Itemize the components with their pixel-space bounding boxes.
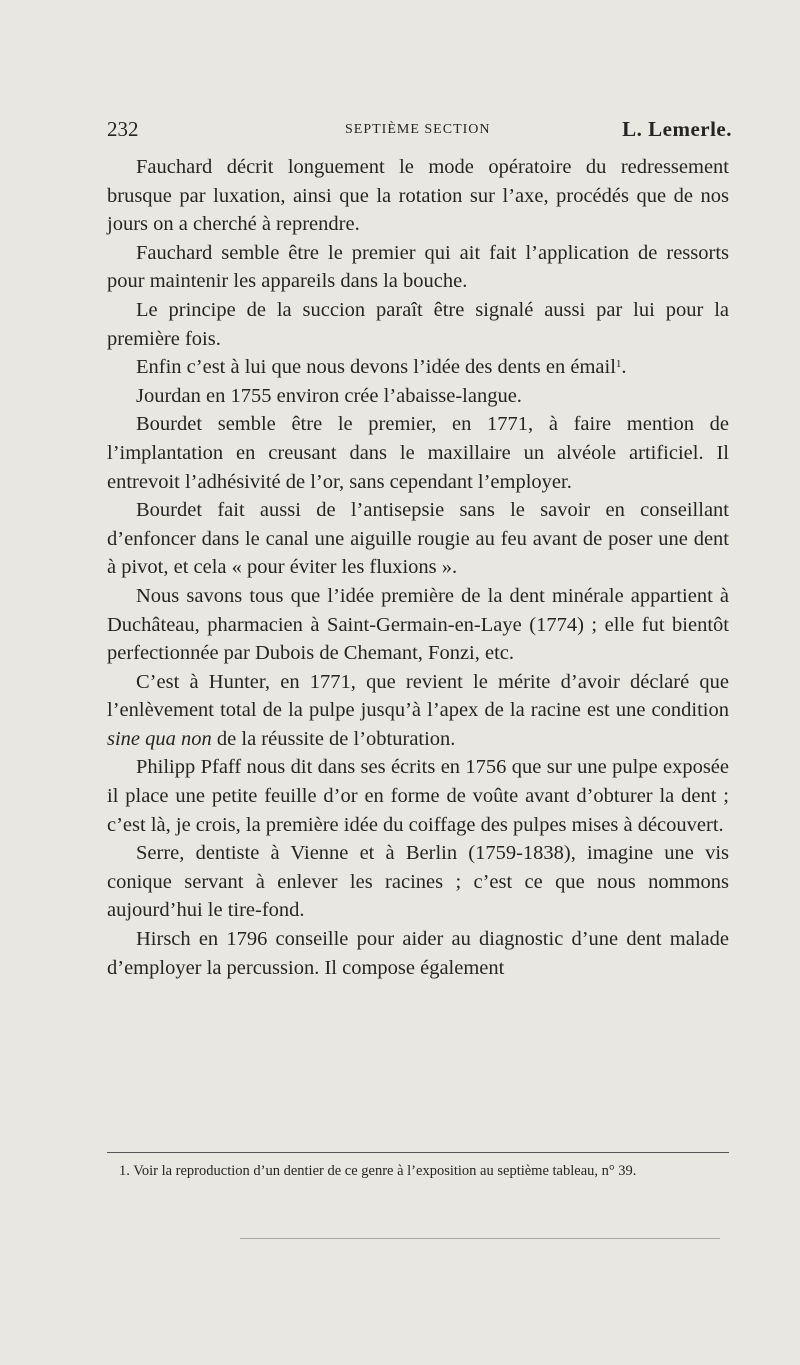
paragraph-text: de la réussite de l’obturation. [211, 727, 456, 750]
author-name: L. Lemerle. [622, 117, 732, 141]
body-text [107, 153, 729, 982]
paragraph: Hirsch en 1796 conseille pour aider au diagnostic d’une dent malade d’employer la percussion. Il compose également [107, 928, 729, 979]
page-number: 232 [107, 117, 139, 141]
running-header [107, 117, 732, 147]
paragraph [107, 353, 729, 382]
latin-phrase: sine qua non [107, 727, 212, 750]
paragraph: Serre, dentiste à Vienne et à Berlin (1759-1838), imagine une vis conique servant à enlever les racines ; c’est ce que nous nommons aujourd’hui le tire-fond. [107, 842, 729, 922]
paragraph-end: . [621, 356, 627, 379]
paragraph-text: C’est à Hunter, en 1771, que revient le mérite d’avoir déclaré que l’enlèvement total de la pulpe jusqu’à l’apex de la racine est une condition [107, 670, 729, 722]
paragraph-text: Enfin c’est à lui que nous devons l’idée des dents en émail [136, 356, 616, 379]
bottom-divider [240, 1238, 720, 1239]
paragraph: Jourdan en 1755 environ crée l’abaisse-langue. [136, 384, 522, 407]
footnote-divider [107, 1152, 729, 1153]
paragraph: Bourdet semble être le premier, en 1771, à faire mention de l’implantation en creusant dans le maxillaire un alvéole artificiel. Il entrevoit l’adhésivité de l’or, sans cependant l’employer. [107, 413, 729, 493]
footnote-reference: 1 [615, 358, 622, 371]
section-title: SEPTIÈME SECTION [345, 122, 491, 137]
paragraph: Philipp Pfaff nous dit dans ses écrits en 1756 que sur une pulpe exposée il place une petite feuille d’or en forme de voûte avant d’obturer la dent ; c’est là, je crois, la première idée du coiffage des pulpes mises à découvert. [107, 756, 729, 836]
paragraph: Nous savons tous que l’idée première de la dent minérale appartient à Duchâteau, pharmacien à Saint-Germain-en-Laye (1774) ; elle fut bientôt perfectionnée par Dubois de Chemant, Fonzi, etc. [107, 584, 729, 665]
paragraph [107, 668, 729, 754]
paragraph: Bourdet fait aussi de l’antisepsie sans le savoir en conseillant d’enfoncer dans le canal une aiguille rougie au feu avant de poser une dent à pivot, et cela « pour éviter les fluxions ». [107, 499, 729, 579]
paragraph: Fauchard décrit longuement le mode opératoire du redressement brusque par luxation, ainsi que la rotation sur l’axe, procédés que de nos jours on a cherché à reprendre. [107, 156, 729, 236]
paragraph: Le principe de la succion paraît être signalé aussi par lui pour la première fois. [107, 298, 729, 350]
paragraph: Fauchard semble être le premier qui ait fait l’application de ressorts pour maintenir les appareils dans la bouche. [107, 241, 729, 293]
footnote: 1. Voir la reproduction d’un dentier de ce genre à l’exposition au septième tableau, n° 39. [119, 1163, 637, 1179]
